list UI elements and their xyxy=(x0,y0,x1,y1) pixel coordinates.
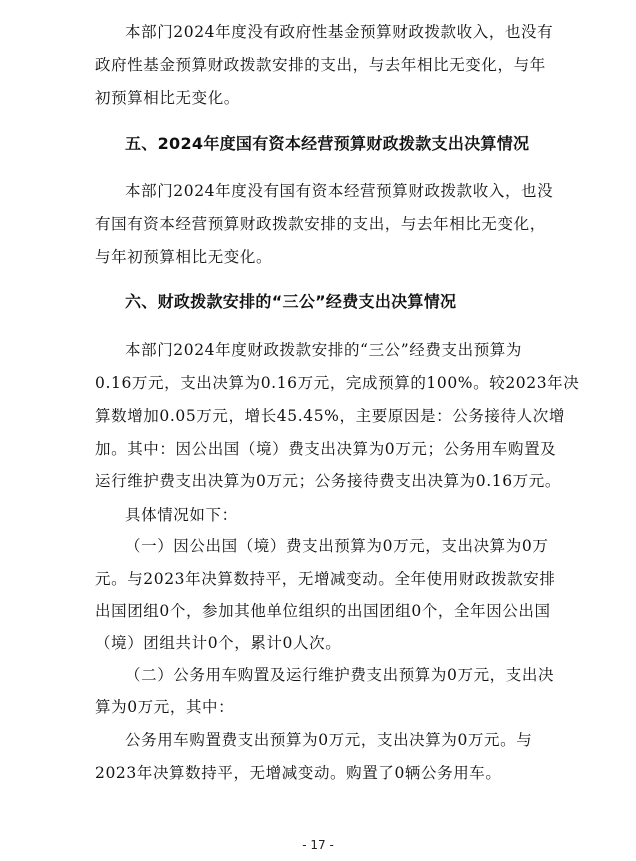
paragraph-line: 具体情况如下： xyxy=(125,506,238,524)
paragraph-line: 政府性基金预算财政拨款安排的支出，与去年相比无变化，与年 xyxy=(95,56,546,74)
paragraph-line: 初预算相比无变化。 xyxy=(95,89,240,107)
paragraph-line: 出国团组0个，参加其他单位组织的出国团组0个，全年因公出国 xyxy=(95,602,551,620)
paragraph-line: 元。与2023年决算数持平，无增减变动。全年使用财政拨款安排 xyxy=(95,570,556,588)
paragraph-line: 公务用车购置费支出预算为0万元，支出决算为0万元。与 xyxy=(125,731,533,749)
page-number: - 17 - xyxy=(302,838,334,852)
paragraph-line: 2023年决算数持平，无增减变动。购置了0辆公务用车。 xyxy=(95,764,502,782)
paragraph-line: 加。其中：因公出国（境）费支出决算为0万元；公务用车购置及 xyxy=(95,440,557,458)
paragraph-line: 有国有资本经营预算财政拨款安排的支出，与去年相比无变化， xyxy=(95,215,546,233)
paragraph-line: 本部门2024年度没有国有资本经营预算财政拨款收入，也没 xyxy=(125,182,554,200)
paragraph-line: 本部门2024年度没有政府性基金预算财政拨款收入，也没有 xyxy=(125,23,554,41)
section-heading: 六、财政拨款安排的“三公”经费支出决算情况 xyxy=(125,292,457,311)
paragraph-line: 算为0万元，其中： xyxy=(95,698,235,716)
section-heading: 五、2024年度国有资本经营预算财政拨款支出决算情况 xyxy=(125,134,530,153)
paragraph-line: 算数增加0.05万元，增长45.45%，主要原因是：公务接待人次增 xyxy=(95,407,565,425)
paragraph-line: 0.16万元，支出决算为0.16万元，完成预算的100%。较2023年决 xyxy=(95,374,580,392)
paragraph-line: （二）公务用车购置及运行维护费支出预算为0万元，支出决 xyxy=(125,666,555,684)
paragraph-line: （一）因公出国（境）费支出预算为0万元，支出决算为0万 xyxy=(125,537,549,555)
paragraph-line: （境）团组共计0个，累计0人次。 xyxy=(95,634,342,652)
paragraph-line: 运行维护费支出决算为0万元；公务接待费支出决算为0.16万元。 xyxy=(95,472,561,490)
paragraph-line: 本部门2024年度财政拨款安排的“三公”经费支出预算为 xyxy=(125,341,522,359)
paragraph-line: 与年初预算相比无变化。 xyxy=(95,248,273,266)
